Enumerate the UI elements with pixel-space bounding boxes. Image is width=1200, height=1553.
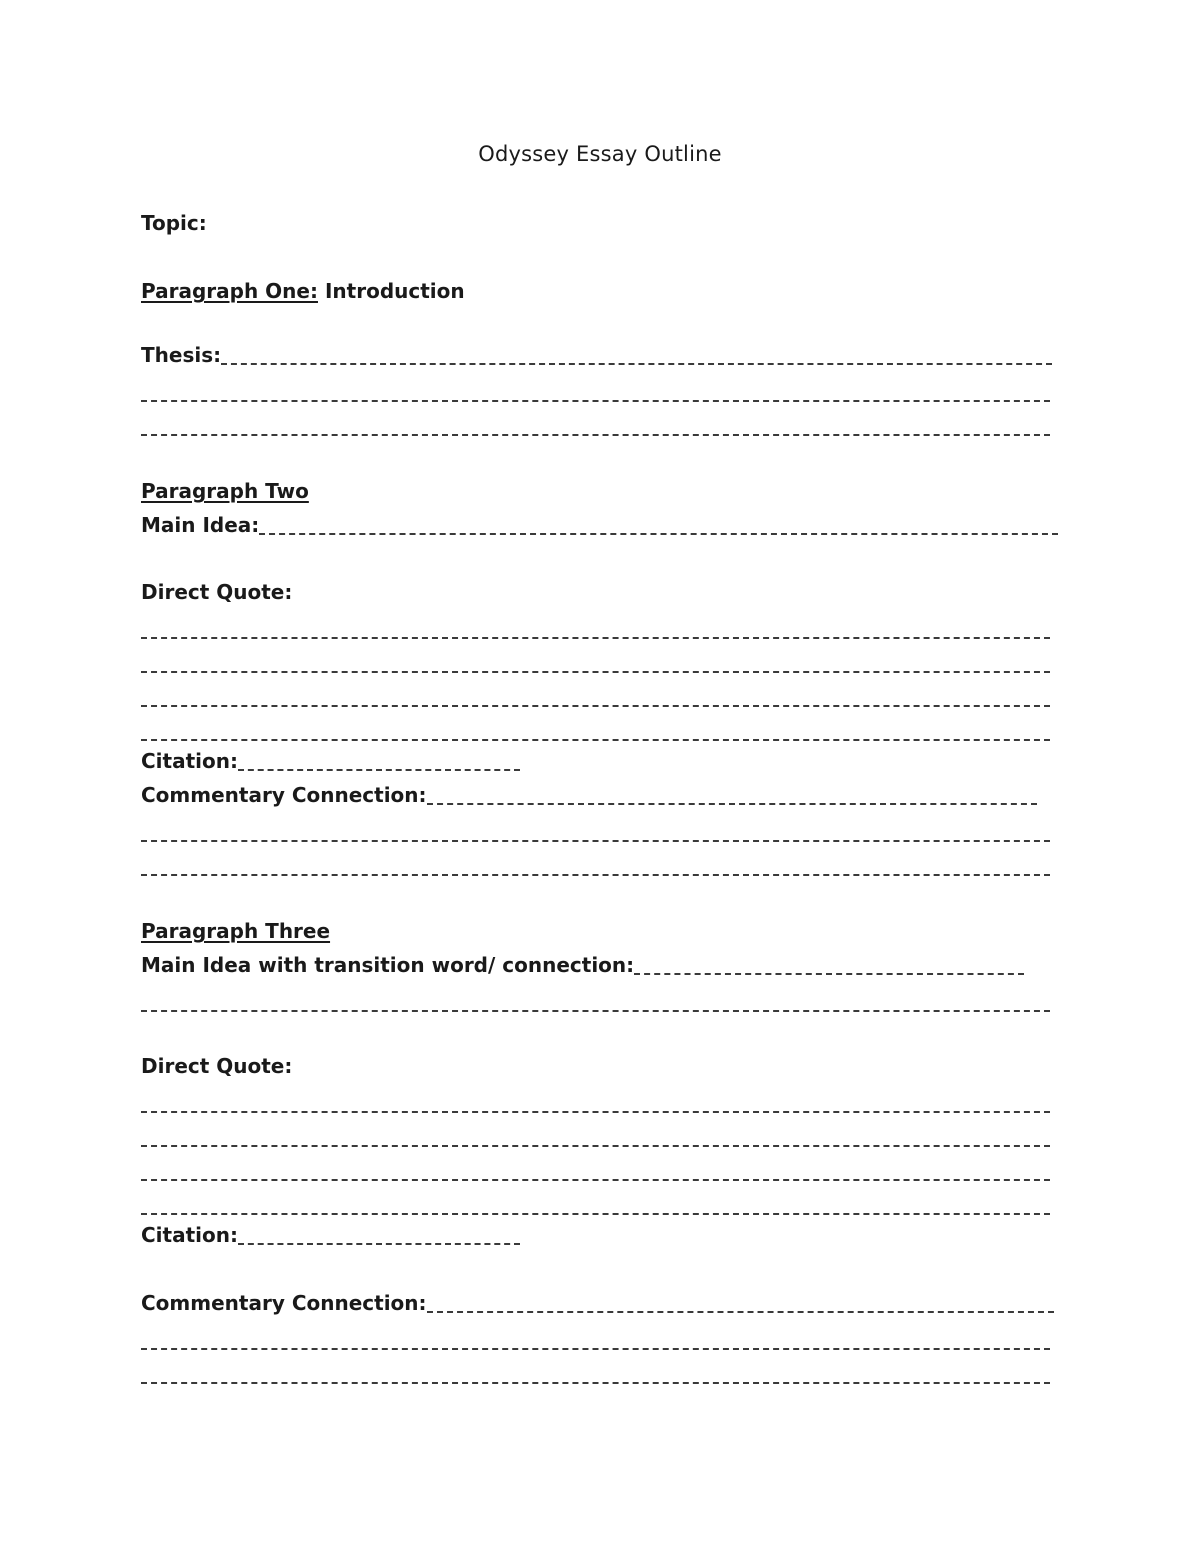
- p3-main-idea-row: [141, 950, 1024, 980]
- thesis-answer-line[interactable]: [221, 363, 1052, 365]
- p2-commentary-line[interactable]: [427, 803, 1037, 805]
- paragraph-three-heading-row: [141, 916, 330, 946]
- p2-quote-line[interactable]: [141, 739, 1050, 741]
- p2-citation-label: Citation:: [141, 749, 238, 773]
- p3-quote-row: [141, 1051, 292, 1081]
- paragraph-two-heading-row: [141, 476, 309, 506]
- p3-quote-line[interactable]: [141, 1213, 1050, 1215]
- paragraph-three-heading: Paragraph Three: [141, 919, 331, 943]
- p2-quote-line[interactable]: [141, 671, 1050, 673]
- thesis-row: [141, 340, 1052, 370]
- p2-commentary-row: [141, 780, 1037, 810]
- p3-citation-label: Citation:: [141, 1223, 238, 1247]
- thesis-label: Thesis:: [141, 343, 222, 367]
- p2-quote-label: Direct Quote:: [141, 580, 293, 604]
- p3-quote-line[interactable]: [141, 1145, 1050, 1147]
- p2-main-idea-row: [141, 510, 1058, 540]
- p3-main-idea-line[interactable]: [141, 1010, 1050, 1012]
- p2-citation-row: [141, 746, 520, 776]
- p3-quote-line[interactable]: [141, 1179, 1050, 1181]
- p3-commentary-line[interactable]: [141, 1382, 1050, 1384]
- p2-commentary-line[interactable]: [141, 840, 1050, 842]
- p2-quote-line[interactable]: [141, 637, 1050, 639]
- p3-citation-row: [141, 1220, 520, 1250]
- p3-commentary-line[interactable]: [427, 1311, 1054, 1313]
- paragraph-one-subheading: Introduction: [324, 279, 465, 303]
- p2-quote-line[interactable]: [141, 705, 1050, 707]
- p3-commentary-line[interactable]: [141, 1348, 1050, 1350]
- thesis-answer-line[interactable]: [141, 434, 1050, 436]
- topic-label: Topic:: [141, 211, 207, 235]
- p2-commentary-label: Commentary Connection:: [141, 783, 427, 807]
- p3-main-idea-line[interactable]: [634, 973, 1024, 975]
- paragraph-one-heading: Paragraph One:: [141, 279, 318, 303]
- p3-commentary-row: [141, 1288, 1054, 1318]
- p2-citation-line[interactable]: [238, 769, 520, 771]
- p3-quote-line[interactable]: [141, 1111, 1050, 1113]
- paragraph-two-heading: Paragraph Two: [141, 479, 309, 503]
- p2-commentary-line[interactable]: [141, 874, 1050, 876]
- page-title: Odyssey Essay Outline: [478, 142, 722, 166]
- p2-main-idea-line[interactable]: [259, 533, 1058, 535]
- p3-main-idea-label: Main Idea with transition word/ connection:: [141, 953, 635, 977]
- paragraph-one-heading-row: [141, 276, 465, 306]
- p2-main-idea-label: Main Idea:: [141, 513, 260, 537]
- p3-citation-line[interactable]: [238, 1243, 520, 1245]
- p3-commentary-label: Commentary Connection:: [141, 1291, 427, 1315]
- thesis-answer-line[interactable]: [141, 400, 1050, 402]
- p2-quote-row: [141, 577, 292, 607]
- topic-row: [141, 208, 207, 238]
- p3-quote-label: Direct Quote:: [141, 1054, 293, 1078]
